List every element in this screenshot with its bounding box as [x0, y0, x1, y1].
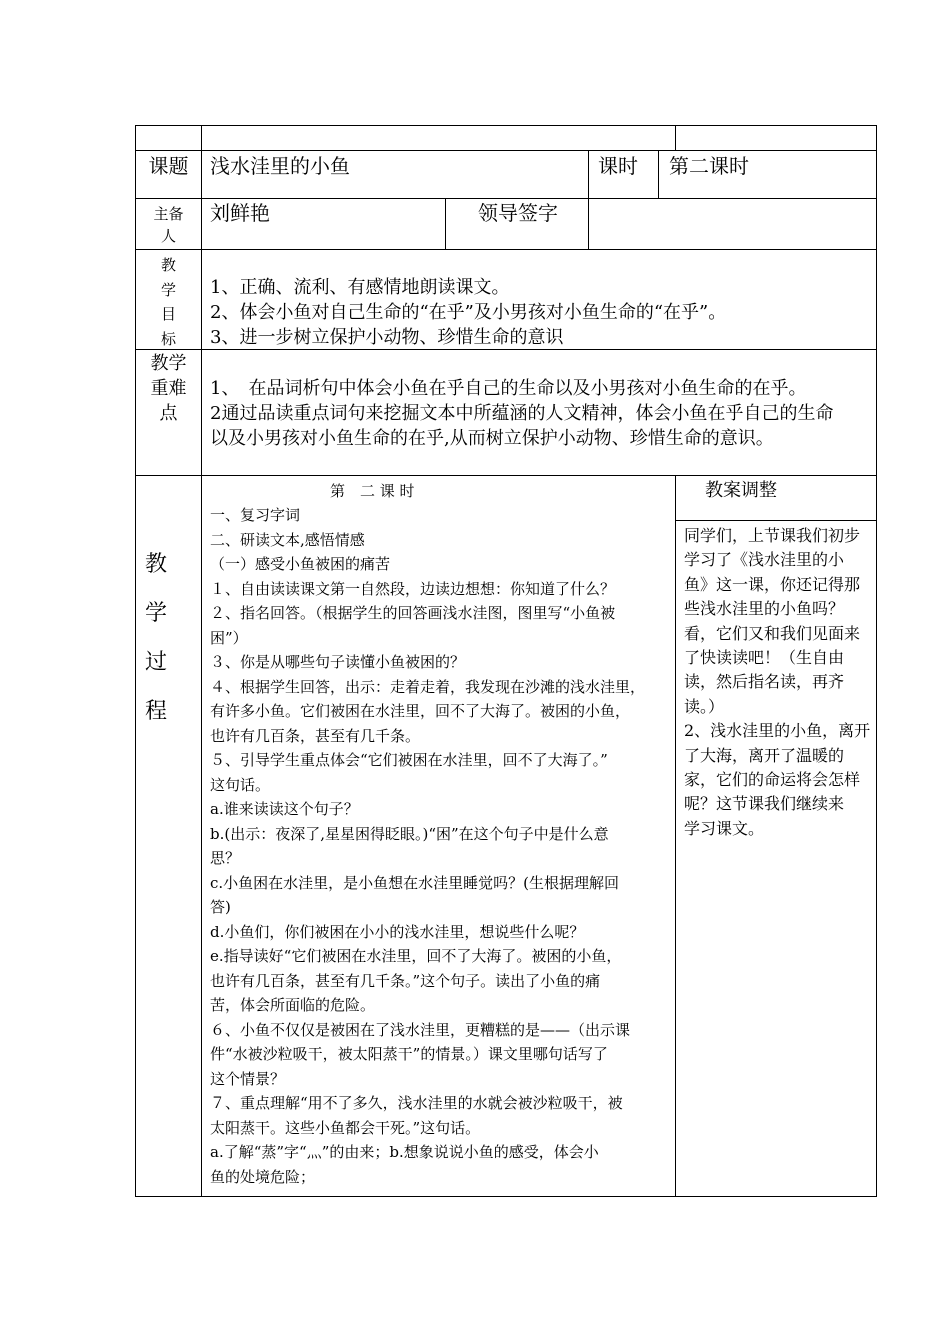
- process-line: 这个情景？: [210, 1069, 286, 1088]
- key-points-label: 教学 重难 点: [150, 353, 187, 424]
- adjustment-line: 呢？这节课我们继续来: [684, 794, 845, 814]
- process-line: 苦，体会所面临的危险。: [210, 996, 376, 1014]
- process-line: ３、你是从哪些句子读懂小鱼被困的？: [210, 653, 466, 671]
- objective-item: 2、体会小鱼对自己生命的“在乎”及小男孩对小鱼生命的“在乎”。: [210, 302, 727, 323]
- period-value: 第二课时: [669, 154, 749, 178]
- key-point-item: 以及小男孩对小鱼生命的在乎,从而树立保护小动物、珍惜生命的意识。: [210, 428, 774, 449]
- table-rule: [676, 520, 877, 521]
- preparer-name: 刘鲜艳: [210, 201, 270, 225]
- adjustment-line: 家，它们的命运将会怎样: [684, 770, 861, 790]
- table-rule: [135, 475, 877, 476]
- adjustment-heading: 教案调整: [705, 480, 777, 501]
- table-border-right: [876, 125, 877, 1196]
- adjustment-line: 同学们，上节课我们初步: [684, 526, 861, 545]
- process-line: ４、根据学生回答，出示：走着走着，我发现在沙滩的浅水洼里，: [210, 677, 646, 696]
- topic-label: 课题: [148, 154, 189, 178]
- process-line: a.了解“蒸”字“灬”的由来；b.想象说说小鱼的感受，体会小: [210, 1143, 599, 1161]
- key-point-item: 2通过品读重点词句来挖掘文本中所蕴涵的人文精神，体会小鱼在乎自己的生命: [210, 403, 834, 424]
- table-border-bottom: [135, 1196, 877, 1197]
- table-rule: [201, 125, 202, 1196]
- process-line: c.小鱼困在水洼里，是小鱼想在水洼里睡觉吗？(生根据理解回: [210, 873, 620, 892]
- process-line: 困”）: [210, 628, 248, 647]
- adjustment-line: 读，然后指名读，再齐: [684, 672, 845, 692]
- process-line: ２、指名回答。（根据学生的回答画浅水洼图，图里写“小鱼被: [210, 604, 616, 622]
- adjustment-line: 学习课文。: [684, 818, 765, 838]
- table-rule: [658, 150, 659, 198]
- process-line: （一）感受小鱼被困的痛苦: [210, 555, 391, 573]
- process-line: 也许有几百条，甚至有几千条。: [210, 726, 421, 745]
- process-line: 太阳蒸干。这些小鱼都会干死。”这句话。: [210, 1118, 481, 1137]
- process-line: １、自由读读课文第一自然段，边读边想想：你知道了什么？: [210, 579, 616, 598]
- table-rule: [588, 150, 589, 249]
- process-line: 也许有几百条，甚至有几千条。”这个句子。读出了小鱼的痛: [210, 971, 601, 990]
- process-heading: 第 二 课 时: [330, 482, 415, 500]
- leader-signature-label: 领导签字: [478, 201, 558, 225]
- table-rule: [135, 249, 877, 250]
- process-body: [210, 503, 673, 1189]
- process-line: e.指导读好“它们被困在水洼里，回不了大海了。被困的小鱼，: [210, 947, 622, 965]
- topic-value: 浅水洼里的小鱼: [210, 154, 350, 178]
- adjustment-line: 看，它们又和我们见面来: [684, 623, 861, 643]
- process-line: 思？: [210, 849, 241, 867]
- process-line: b.(出示：夜深了,星星困得眨眼。)“困”在这个句子中是什么意: [210, 824, 609, 843]
- process-line: d.小鱼们，你们被困在小小的浅水洼里，想说些什么呢？: [210, 922, 585, 941]
- adjustment-line: 了大海，离开了温暖的: [684, 745, 845, 765]
- adjustment-line: 学习了《浅水洼里的小: [684, 550, 845, 570]
- process-line: 一、复习字词: [210, 506, 301, 524]
- process-line: 二、研读文本,感悟情感: [210, 530, 365, 549]
- adjustment-line: 读。）: [684, 696, 725, 716]
- process-line: a.谁来读读这个句子？: [210, 800, 359, 818]
- objective-item: 1、正确、流利、有感情地朗读课文。: [210, 277, 510, 298]
- process-line: 这句话。: [210, 775, 271, 794]
- preparer-label: 主备 人: [153, 205, 184, 245]
- process-line: 有许多小鱼。它们被困在水洼里，回不了大海了。被困的小鱼，: [210, 702, 631, 720]
- process-line: 鱼的处境危险；: [210, 1167, 316, 1186]
- objective-item: 3、进一步树立保护小动物、珍惜生命的意识: [210, 327, 564, 348]
- adjustment-line: 鱼》这一课，你还记得那: [684, 574, 861, 594]
- adjustment-line: 了快读读吧！（生自由: [684, 648, 845, 668]
- objectives-list: [210, 275, 875, 350]
- table-rule: [135, 198, 877, 199]
- process-line: ６、小鱼不仅仅是被困在了浅水洼里，更糟糕的是——（出示课: [210, 1020, 631, 1039]
- process-label: 教 学 过 程: [144, 552, 167, 724]
- key-point-item: 1、 在品词析句中体会小鱼在乎自己的生命以及小男孩对小鱼生命的在乎。: [210, 378, 807, 399]
- table-border-top: [135, 125, 877, 126]
- process-line: ７、重点理解“用不了多久，浅水洼里的水就会被沙粒吸干，被: [210, 1094, 623, 1112]
- table-rule: [445, 198, 446, 249]
- table-rule: [675, 475, 676, 1196]
- process-line: 件“水被沙粒吸干，被太阳蒸干”的情景。）课文里哪句话写了: [210, 1045, 608, 1063]
- adjustment-line: 些浅水洼里的小鱼吗？: [684, 599, 845, 619]
- key-points-list: [210, 376, 874, 451]
- process-line: ５、引导学生重点体会“它们被困在水洼里，回不了大海了。”: [210, 751, 608, 769]
- process-line: 答): [210, 898, 231, 916]
- adjustment-body: [684, 524, 872, 841]
- objectives-label: 教 学 目 标: [160, 256, 176, 348]
- adjustment-line: 2、浅水洼里的小鱼，离开: [684, 721, 871, 741]
- table-rule: [675, 125, 676, 150]
- period-label: 课时: [598, 154, 638, 178]
